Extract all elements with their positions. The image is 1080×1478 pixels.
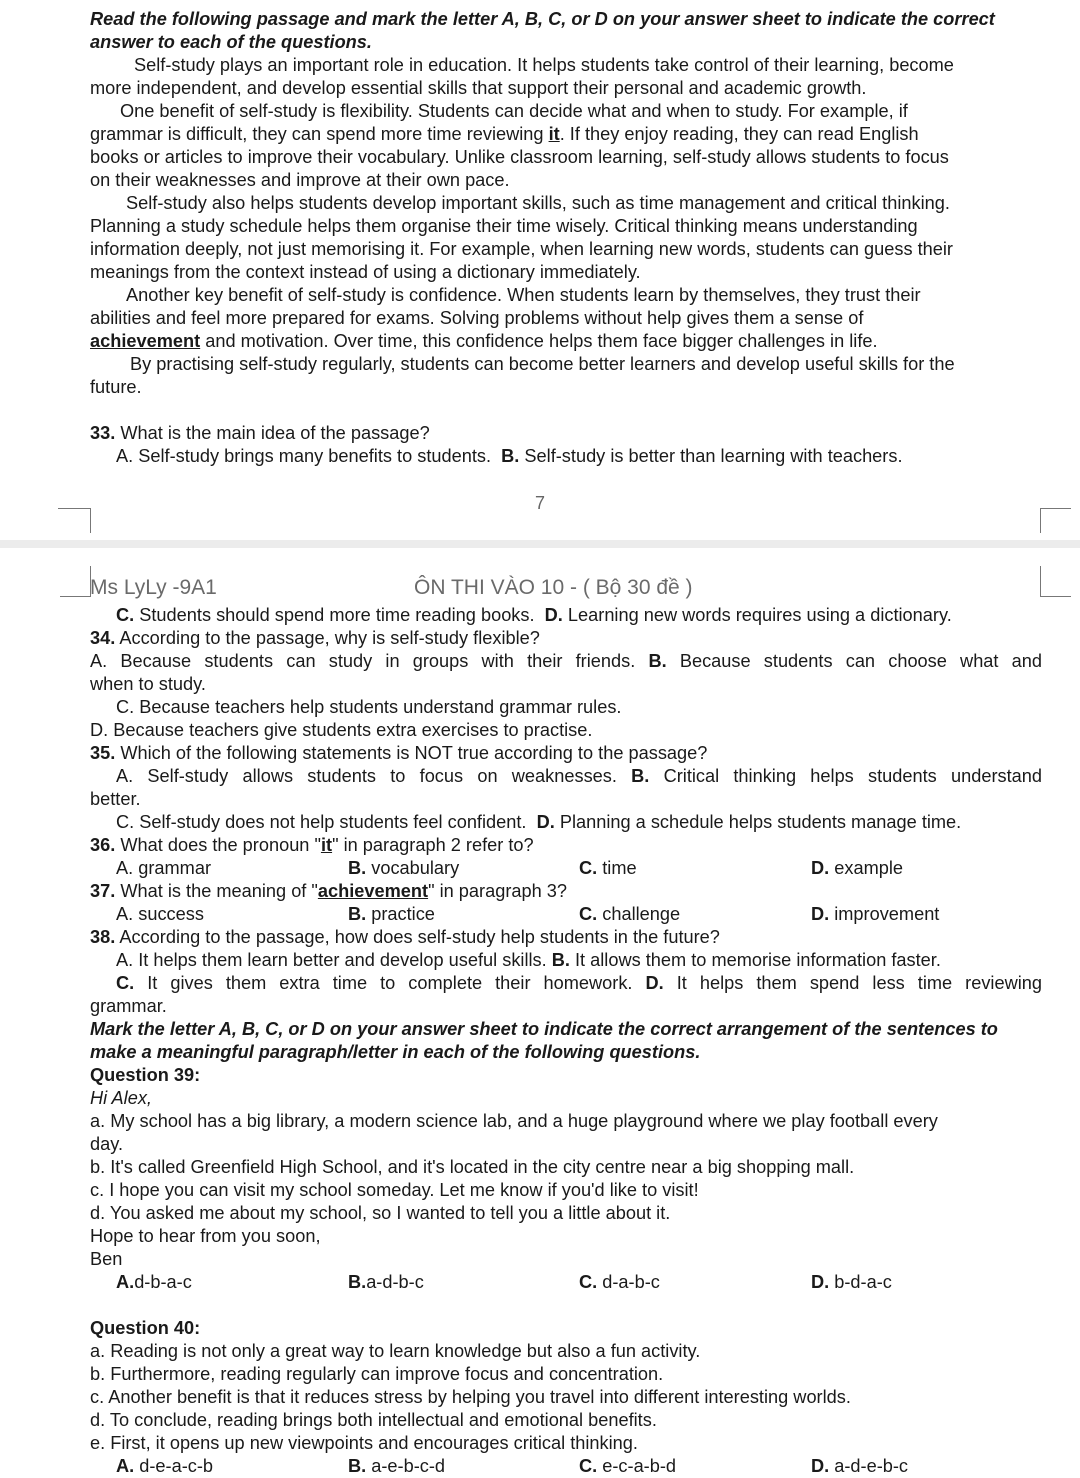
upper-page — [0, 8, 1080, 468]
passage-text: grammar is difficult, they can spend more time reviewing — [90, 124, 549, 144]
option-b: B. vocabulary — [348, 858, 460, 878]
option-label: B. — [551, 950, 570, 970]
q40-sentence-e: e. First, it opens up new viewpoints and encourages critical thinking. — [90, 1433, 638, 1453]
q39-options — [116, 1271, 1080, 1294]
passage-p1-line1: Self-study plays an important role in education. It helps students take control of their learning, become — [134, 55, 954, 75]
q39-closing: Hope to hear from you soon, — [90, 1226, 321, 1246]
passage-p3-line1: Self-study also helps students develop important skills, such as time management and critical thinking. — [126, 193, 950, 213]
option-text: Because students can choose what and — [666, 651, 1043, 671]
option-label: B. — [631, 766, 650, 786]
question-text: According to the passage, why is self-study flexible? — [115, 628, 540, 648]
option-text: It allows them to memorise information faster. — [569, 950, 941, 970]
question-34 — [90, 627, 1042, 650]
option-d: D. improvement — [811, 904, 940, 924]
option-text: Because students can study in groups with their friends. — [107, 651, 636, 671]
page-corner-mark — [1040, 508, 1071, 533]
q39-sentence-d: d. You asked me about my school, so I wanted to tell you a little about it. — [90, 1203, 671, 1223]
question-number: 37. — [90, 881, 116, 901]
q40-sentence-a: a. Reading is not only a great way to learn knowledge but also a fun activity. — [90, 1341, 701, 1361]
passage-p2-line2 — [90, 123, 1042, 146]
question-text: What is the main idea of the passage? — [115, 423, 430, 443]
page-corner-mark — [1040, 566, 1071, 597]
q38-options-cd — [90, 972, 1042, 995]
q39-sentence-a-line1: a. My school has a big library, a modern science lab, and a huge playground where we play football every — [90, 1111, 938, 1131]
reading-instruction-line2: answer to each of the questions. — [90, 32, 372, 52]
passage-p4-line3 — [90, 330, 1042, 353]
option-c: C. time — [579, 858, 637, 878]
option-a: A.d-b-a-c — [116, 1272, 192, 1292]
question-number: 33. — [90, 423, 116, 443]
header-author: Ms LyLy -9A1 — [90, 576, 217, 599]
question-39-title: Question 39: — [90, 1065, 201, 1085]
q40-options — [116, 1455, 1080, 1478]
option-text: It gives them extra time to complete their homework. — [134, 973, 633, 993]
option-b: B.a-d-b-c — [348, 1272, 424, 1292]
option-b: B. practice — [348, 904, 435, 924]
passage-p2-line4: on their weaknesses and improve at their own pace. — [90, 170, 510, 190]
page-separator — [0, 540, 1080, 548]
question-text: What does the pronoun " — [115, 835, 321, 855]
q40-sentence-c: c. Another benefit is that it reduces stress by helping you travel into different interesting worlds. — [90, 1387, 851, 1407]
passage-text: . If they enjoy reading, they can read English — [559, 124, 919, 144]
q34-option-c — [90, 696, 1068, 719]
option-text: Self-study does not help students feel confident. — [134, 812, 527, 832]
option-label: C. — [116, 973, 135, 993]
question-text: What is the meaning of " — [115, 881, 318, 901]
option-label: A. — [116, 766, 134, 786]
q39-sentence-c: c. I hope you can visit my school someday. Let me know if you'd like to visit! — [90, 1180, 699, 1200]
lower-page — [0, 604, 1080, 1478]
q35-option-b-cont: better. — [90, 789, 141, 809]
option-c: C. d-a-b-c — [579, 1272, 660, 1292]
option-text: Self-study allows students to focus on weaknesses. — [133, 766, 617, 786]
page-header — [90, 576, 1042, 604]
option-label: D. — [544, 605, 563, 625]
option-text: Self-study brings many benefits to students. — [133, 446, 492, 466]
question-number: 36. — [90, 835, 116, 855]
option-a: A. d-e-a-c-b — [116, 1456, 214, 1476]
option-b: B. a-e-b-c-d — [348, 1456, 446, 1476]
option-label: A. — [90, 651, 108, 671]
option-label: D. — [536, 812, 555, 832]
option-label: C. — [116, 697, 135, 717]
option-text: Planning a schedule helps students manage time. — [554, 812, 962, 832]
question-text: " in paragraph 3? — [428, 881, 567, 901]
q39-sentence-a-line2: day. — [90, 1134, 124, 1154]
question-number: 34. — [90, 628, 116, 648]
question-text: According to the passage, how does self-study help students in the future? — [115, 927, 720, 947]
q39-greeting: Hi Alex, — [90, 1088, 152, 1108]
q34-option-d — [90, 719, 1042, 742]
q38-options-ab — [90, 949, 1068, 972]
option-text: Because teachers help students understand grammar rules. — [134, 697, 622, 717]
q38-option-d-cont: grammar. — [90, 996, 167, 1016]
option-label: D. — [90, 720, 109, 740]
question-text: Which of the following statements is NOT true according to the passage? — [115, 743, 708, 763]
q39-sentence-b: b. It's called Greenfield High School, and it's located in the city centre near a big shopping mall. — [90, 1157, 855, 1177]
question-number: 35. — [90, 743, 116, 763]
q40-sentence-b: b. Furthermore, reading regularly can improve focus and concentration. — [90, 1364, 664, 1384]
question-text: " in paragraph 2 refer to? — [332, 835, 534, 855]
option-text: Self-study is better than learning with teachers. — [519, 446, 903, 466]
passage-p2-line1: One benefit of self-study is flexibility. Students can decide what and when to study. For example, if — [120, 101, 908, 121]
passage-p1-line2: more independent, and develop essential skills that support their personal and academic growth. — [90, 78, 867, 98]
passage-p4-line2: abilities and feel more prepared for exams. Solving problems without help gives them a sense of — [90, 308, 864, 328]
q34-option-b-cont: when to study. — [90, 674, 206, 694]
passage-p4-line1: Another key benefit of self-study is confidence. When students learn by themselves, they trust their — [126, 285, 921, 305]
q34-options-ab — [90, 650, 1042, 673]
question-number: 38. — [90, 927, 116, 947]
question-35 — [90, 742, 1042, 765]
q35-options-ab — [90, 765, 1042, 788]
option-c: C. challenge — [579, 904, 681, 924]
question-38 — [90, 926, 1042, 949]
option-a: A. grammar — [116, 858, 211, 878]
page-number: 7 — [534, 493, 545, 513]
passage-p2-line3: books or articles to improve their vocabulary. Unlike classroom learning, self-study allows students to focus — [90, 147, 949, 167]
page-corner-mark — [60, 566, 91, 597]
option-label: B. — [648, 651, 667, 671]
option-text: It helps them learn better and develop useful skills. — [133, 950, 547, 970]
option-d: D. example — [811, 858, 903, 878]
option-d: D. b-d-a-c — [811, 1272, 892, 1292]
q40-sentence-d: d. To conclude, reading brings both intellectual and emotional benefits. — [90, 1410, 657, 1430]
highlighted-word-it: it — [548, 124, 560, 144]
option-label: C. — [116, 605, 135, 625]
passage-p3-line3: information deeply, not just memorising it. For example, when learning new words, students can guess their — [90, 239, 953, 259]
option-label: B. — [501, 446, 520, 466]
question-40-title: Question 40: — [90, 1318, 201, 1338]
arrangement-instruction-line1: Mark the letter A, B, C, or D on your answer sheet to indicate the correct arrangement of the sentences to — [90, 1019, 998, 1039]
header-title: ÔN THI VÀO 10 - ( Bộ 30 đề ) — [414, 576, 693, 599]
option-text: Students should spend more time reading books. — [134, 605, 535, 625]
q33-options-ab — [90, 445, 1068, 468]
option-c: C. e-c-a-b-d — [579, 1456, 677, 1476]
option-text: Because teachers give students extra exercises to practise. — [108, 720, 593, 740]
question-36 — [90, 834, 1042, 857]
option-a: A. success — [116, 904, 204, 924]
option-d: D. a-d-e-b-c — [811, 1456, 909, 1476]
option-text: It helps them spend less time reviewing — [663, 973, 1042, 993]
passage-p5-line2: future. — [90, 377, 142, 397]
passage-p5-line1: By practising self-study regularly, students can become better learners and develop useful skills for the — [130, 354, 955, 374]
highlighted-word: it — [320, 835, 333, 855]
reading-instruction-line1: Read the following passage and mark the letter A, B, C, or D on your answer sheet to indicate the correct — [90, 9, 995, 29]
highlighted-word: achievement — [317, 881, 429, 901]
option-text: Learning new words requires using a dictionary. — [562, 605, 952, 625]
question-33 — [90, 422, 1042, 445]
q39-signature: Ben — [90, 1249, 123, 1269]
arrangement-instruction-line2: make a meaningful paragraph/letter in each of the following questions. — [90, 1042, 701, 1062]
q37-options — [116, 903, 1080, 926]
question-37 — [90, 880, 1042, 903]
passage-text: and motivation. Over time, this confidence helps them face bigger challenges in life. — [200, 331, 878, 351]
q33-options-cd — [90, 604, 1068, 627]
passage-p3-line2: Planning a study schedule helps them organise their time wisely. Critical thinking means understanding — [90, 216, 918, 236]
page-corner-mark — [58, 508, 91, 533]
highlighted-word-achievement: achievement — [90, 331, 201, 351]
option-label: A. — [116, 950, 134, 970]
option-label: C. — [116, 812, 135, 832]
q35-options-cd — [90, 811, 1068, 834]
option-label: D. — [645, 973, 664, 993]
option-label: A. — [116, 446, 134, 466]
q36-options — [116, 857, 1080, 880]
passage-p3-line4: meanings from the context instead of using a dictionary immediately. — [90, 262, 641, 282]
option-text: Critical thinking helps students understand — [649, 766, 1042, 786]
